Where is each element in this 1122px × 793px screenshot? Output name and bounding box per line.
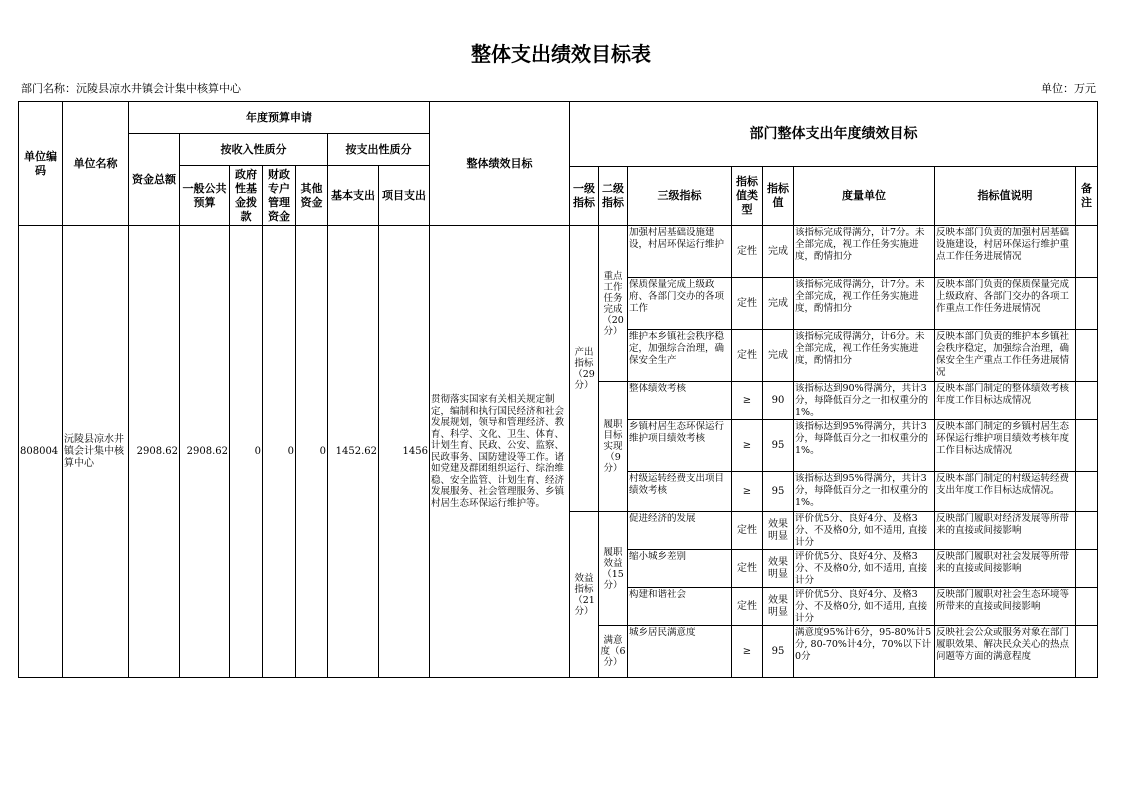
table-row xyxy=(19,226,1098,278)
unit-label: 单位：万元 xyxy=(1041,82,1096,95)
type-cell: 定性 xyxy=(732,512,763,550)
desc-cell: 反映本部门制定的乡镇村居生态环保运行维护项目绩效考核年度工作目标达成情况 xyxy=(936,420,1070,456)
header-by-expense: 按支出性质分 xyxy=(328,134,430,166)
value-cell: 完成 xyxy=(763,226,794,278)
header-annual-budget: 年度预算申请 xyxy=(129,102,430,134)
level3-cell: 城乡居民满意度 xyxy=(629,626,696,638)
overall-goal-cell: 贯彻落实国家有关相关规定制定，编制和执行国民经济和社会发展规划，领导和管理经济、教育、科学、文化、卫生、体育、计划生育、民政、公安、监察、民政事务、国防建设等工作。诸如党建及群团组织运行、综治维稳、安全监管、计划生育、经济发展服务、社会管理服务、乡镇村居生态环保运行维护等。 xyxy=(430,226,570,678)
desc-cell: 反映部门履职对社会生态环境等所带来的直接或间接影响 xyxy=(936,588,1070,612)
value-cell: 95 xyxy=(763,472,794,512)
value-cell: 效果明显 xyxy=(763,588,794,626)
remark-cell xyxy=(1076,472,1098,512)
level2-satisfaction-cell: 满意度（6分） xyxy=(599,626,628,678)
level3-cell: 村级运转经费支出项目绩效考核 xyxy=(629,472,725,496)
remark-cell xyxy=(1076,330,1098,382)
remark-cell xyxy=(1076,626,1098,678)
level3-cell: 加强村居基础设施建设，村居环保运行维护 xyxy=(629,226,725,250)
desc-cell: 反映本部门负责的保质保量完成上级政府、各部门交办的各项工作重点工作任务进展情况 xyxy=(936,278,1070,314)
unit-name-cell: 沅陵县凉水井镇会计集中核算中心 xyxy=(63,226,129,678)
department-name: 部门名称：沅陵县凉水井镇会计集中核算中心 xyxy=(21,82,241,95)
gov-fund-cell: 0 xyxy=(230,226,263,678)
header-level3: 三级指标 xyxy=(628,167,732,226)
unit-code-cell: 808004 xyxy=(19,226,63,678)
type-cell: 定性 xyxy=(732,550,763,588)
type-cell: ≥ xyxy=(732,472,763,512)
measure-cell: 该指标达到90%得满分，共计3分，每降低百分之一扣权重分的1%。 xyxy=(795,382,929,418)
performance-table xyxy=(18,101,1098,678)
level1-effect-cell: 效益指标（21分） xyxy=(570,512,599,678)
value-cell: 完成 xyxy=(763,278,794,330)
page-title: 整体支出绩效目标表 xyxy=(471,42,651,66)
level2-duty-cell: 履职目标实现（9分） xyxy=(599,382,628,512)
measure-cell: 评价优5分、良好4分、及格3分、不及格0分, 如不适用, 直接计分 xyxy=(795,512,928,548)
type-cell: 定性 xyxy=(732,588,763,626)
header-total-funds: 资金总额 xyxy=(129,134,180,226)
header-measure-unit: 度量单位 xyxy=(794,167,935,226)
header-indicator-type: 指标值类型 xyxy=(732,167,763,226)
header-project-expense: 项目支出 xyxy=(379,166,430,226)
value-cell: 95 xyxy=(763,626,794,678)
level3-cell: 维护本乡镇社会秩序稳定，加强综合治理，确保安全生产 xyxy=(629,330,725,366)
basic-expense-cell: 1452.62 xyxy=(328,226,379,678)
value-cell: 效果明显 xyxy=(763,512,794,550)
remark-cell xyxy=(1076,550,1098,588)
special-fund-cell: 0 xyxy=(263,226,296,678)
value-cell: 效果明显 xyxy=(763,550,794,588)
type-cell: ≥ xyxy=(732,626,763,678)
measure-cell: 满意度95%计6分，95-80%计5分, 80-70%计4分，70%以下计0分 xyxy=(795,626,932,662)
desc-cell: 反映本部门制定的整体绩效考核年度工作目标达成情况 xyxy=(936,382,1070,406)
remark-cell xyxy=(1076,226,1098,278)
type-cell: 定性 xyxy=(732,278,763,330)
desc-cell: 反映部门履职对社会发展等所带来的直接或间接影响 xyxy=(936,550,1070,574)
header-dept-goal: 部门整体支出年度绩效目标 xyxy=(570,102,1098,167)
desc-cell: 反映社会公众或服务对象在部门履职效果、解决民众关心的热点问题等方面的满意程度 xyxy=(936,626,1070,662)
level2-effect-cell: 履职效益（15分） xyxy=(599,512,628,626)
header-remark: 备注 xyxy=(1076,167,1098,226)
remark-cell xyxy=(1076,588,1098,626)
level3-cell: 保质保量完成上级政府、各部门交办的各项工作 xyxy=(629,278,725,314)
value-cell: 90 xyxy=(763,382,794,420)
measure-cell: 该指标完成得满分，计7分。未全部完成，视工作任务实施进度，酌情扣分 xyxy=(795,226,925,262)
value-cell: 95 xyxy=(763,420,794,472)
measure-cell: 评价优5分、良好4分、及格3分、不及格0分, 如不适用, 直接计分 xyxy=(795,588,928,624)
level1-output-cell: 产出指标（29分） xyxy=(570,226,599,512)
header-overall-goal: 整体绩效目标 xyxy=(430,102,570,226)
total-funds-cell: 2908.62 xyxy=(129,226,180,678)
header-other-funds: 其他资金 xyxy=(296,166,328,226)
measure-cell: 该指标达到95%得满分，共计3分，每降低百分之一扣权重分的1%。 xyxy=(795,420,929,456)
header-level1: 一级指标 xyxy=(570,167,599,226)
measure-cell: 评价优5分、良好4分、及格3分、不及格0分, 如不适用, 直接计分 xyxy=(795,550,928,586)
level3-cell: 构建和谐社会 xyxy=(629,588,687,600)
remark-cell xyxy=(1076,278,1098,330)
desc-cell: 反映本部门负责的维护本乡镇社会秩序稳定，加强综合治理，确保安全生产重点工作任务进展情况 xyxy=(936,330,1070,378)
header-special-fund: 财政专户管理资金 xyxy=(263,166,296,226)
level3-cell: 促进经济的发展 xyxy=(629,512,696,524)
measure-cell: 该指标完成得满分，计7分。未全部完成，视工作任务实施进度，酌情扣分 xyxy=(795,278,925,314)
level2-key-task-cell: 重点工作任务完成（20分） xyxy=(599,226,628,382)
remark-cell xyxy=(1076,382,1098,420)
measure-cell: 该指标达到95%得满分，共计3分，每降低百分之一扣权重分的1%。 xyxy=(795,472,929,508)
project-expense-cell: 1456 xyxy=(379,226,430,678)
header-indicator-value: 指标值 xyxy=(763,167,794,226)
general-budget-cell: 2908.62 xyxy=(180,226,230,678)
header-by-income: 按收入性质分 xyxy=(180,134,328,166)
type-cell: ≥ xyxy=(732,382,763,420)
header-unit-code: 单位编码 xyxy=(19,102,63,226)
header-indicator-desc: 指标值说明 xyxy=(935,167,1076,226)
measure-cell: 该指标完成得满分，计6分。未全部完成，视工作任务实施进度，酌情扣分 xyxy=(795,330,925,366)
desc-cell: 反映本部门制定的村级运转经费支出年度工作目标达成情况。 xyxy=(936,472,1070,496)
desc-cell: 反映本部门负责的加强村居基础设施建设，村居环保运行维护重点工作任务进展情况 xyxy=(936,226,1070,262)
header-level2: 二级指标 xyxy=(599,167,628,226)
desc-cell: 反映部门履职对经济发展等所带来的直接或间接影响 xyxy=(936,512,1070,536)
other-funds-cell: 0 xyxy=(296,226,328,678)
remark-cell xyxy=(1076,420,1098,472)
remark-cell xyxy=(1076,512,1098,550)
level3-cell: 乡镇村居生态环保运行维护项目绩效考核 xyxy=(629,420,725,444)
level3-cell: 缩小城乡差别 xyxy=(629,550,687,562)
header-basic-expense: 基本支出 xyxy=(328,166,379,226)
value-cell: 完成 xyxy=(763,330,794,382)
type-cell: 定性 xyxy=(732,330,763,382)
header-gov-fund: 政府性基金拨款 xyxy=(230,166,263,226)
header-unit-name: 单位名称 xyxy=(63,102,129,226)
level3-cell: 整体绩效考核 xyxy=(629,382,687,394)
type-cell: ≥ xyxy=(732,420,763,472)
type-cell: 定性 xyxy=(732,226,763,278)
header-general-budget: 一般公共预算 xyxy=(180,166,230,226)
